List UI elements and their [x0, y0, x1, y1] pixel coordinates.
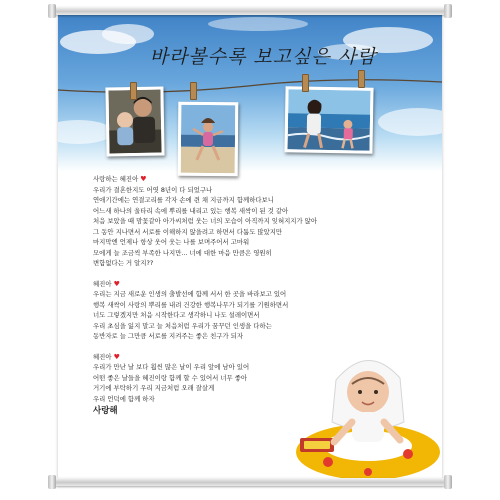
letter-line: 변함없다는 거 알지?? — [93, 259, 154, 267]
letter-line: 우리 초심을 잃지 말고 늘 처음처럼 우리가 꿈꾸던 인생을 다하는 — [93, 321, 272, 330]
mother-and-child-at-sea-photo — [287, 89, 370, 150]
banner-title: 바라볼수록 보고싶은 사람 — [149, 46, 377, 68]
signoff: 사랑해 — [93, 406, 118, 416]
letter-line: 우리가 결혼한지도 어엿 8년이 다 되었구나 — [93, 185, 213, 194]
letter-line: 연애기간에는 연결고리를 각자 손에 쥔 채 지금까지 함께하다보니 — [93, 196, 274, 204]
letter-poster — [58, 12, 442, 480]
section-heading-text: 혜진아 — [93, 352, 112, 361]
clothespin-icon — [190, 82, 197, 100]
letter-line: 어떤 좋은 날들을 혜진이랑 함께 할 수 있어서 너무 좋아 — [93, 373, 248, 382]
bottom-hanging-rod — [54, 478, 446, 486]
paragraph-gap — [93, 342, 438, 352]
child-on-beach-photo — [181, 105, 236, 173]
section-heading — [93, 352, 438, 363]
heart-icon: ♥ — [113, 352, 120, 361]
section-heading — [93, 279, 438, 290]
letter-line: 행복 새싹이 사랑의 뿌리를 내려 건강한 행복나무가 되기를 기원하면서 — [93, 300, 289, 309]
photo-child-on-beach — [178, 102, 239, 177]
top-hanging-rod — [54, 7, 446, 15]
paragraph-gap — [93, 269, 438, 279]
rod-end-cap-left — [48, 4, 56, 18]
greeting-line — [93, 174, 438, 185]
letter-line: 그 동안 지나면서 서로를 이해하지 않을려고 하면서 다툼도 많았지만 — [93, 227, 283, 236]
letter-line: 마지막엔 언제나 항상 웃어 웃는 나를 보며주어서 고마워 — [93, 238, 250, 246]
heart-icon: ♥ — [113, 279, 120, 288]
letter-body — [93, 174, 438, 417]
clothespin-icon — [130, 82, 137, 100]
rod-end-cap-left — [48, 475, 56, 489]
letter-line: 너도 그렇겠지만 처음 시작한다고 생각하니 나도 설레이면서 — [93, 311, 260, 319]
letter-line: 어느새 하나의 울타리 속에 뿌리를 내리고 있는 행복 새싹이 된 것 같아 — [93, 206, 289, 215]
letter-line: 우리가 만난 날 보다 훨씬 많은 날이 우리 앞에 남아 있어 — [93, 363, 250, 371]
letter-line: 거기에 부탁하기 우리 지금처럼 오래 잘살게 — [93, 384, 215, 392]
letter-line: 처음 보았을 때 맘꽃같아 아가씨처럼 웃는 너의 모습이 아직까지 잊혀지지가 않아 — [93, 217, 318, 225]
clothespin-icon — [358, 70, 365, 88]
clothespin-icon — [302, 74, 309, 92]
letter-line: 우리는 지금 새로운 인생의 출발선에 함께 서서 한 곳을 바라보고 있어 — [93, 290, 287, 298]
heart-icon: ♥ — [140, 175, 147, 183]
letter-line: 동반자로 늘 그만큼 서로를 지켜주는 좋은 친구가 되자 — [93, 332, 244, 340]
letter-line: 우리 언덕에 함께 하자 — [93, 394, 155, 403]
rod-end-cap-right — [444, 475, 452, 489]
rod-end-cap-right — [444, 4, 452, 18]
greeting-text: 사랑하는 혜진아 — [93, 175, 139, 183]
section-heading-text: 혜진아 — [93, 279, 112, 288]
photo-mother-and-child — [284, 86, 373, 154]
letter-line: 모에게 늘 조금씩 부족한 나지만... 너에 대한 마음 만큼은 영원히 — [93, 248, 272, 257]
